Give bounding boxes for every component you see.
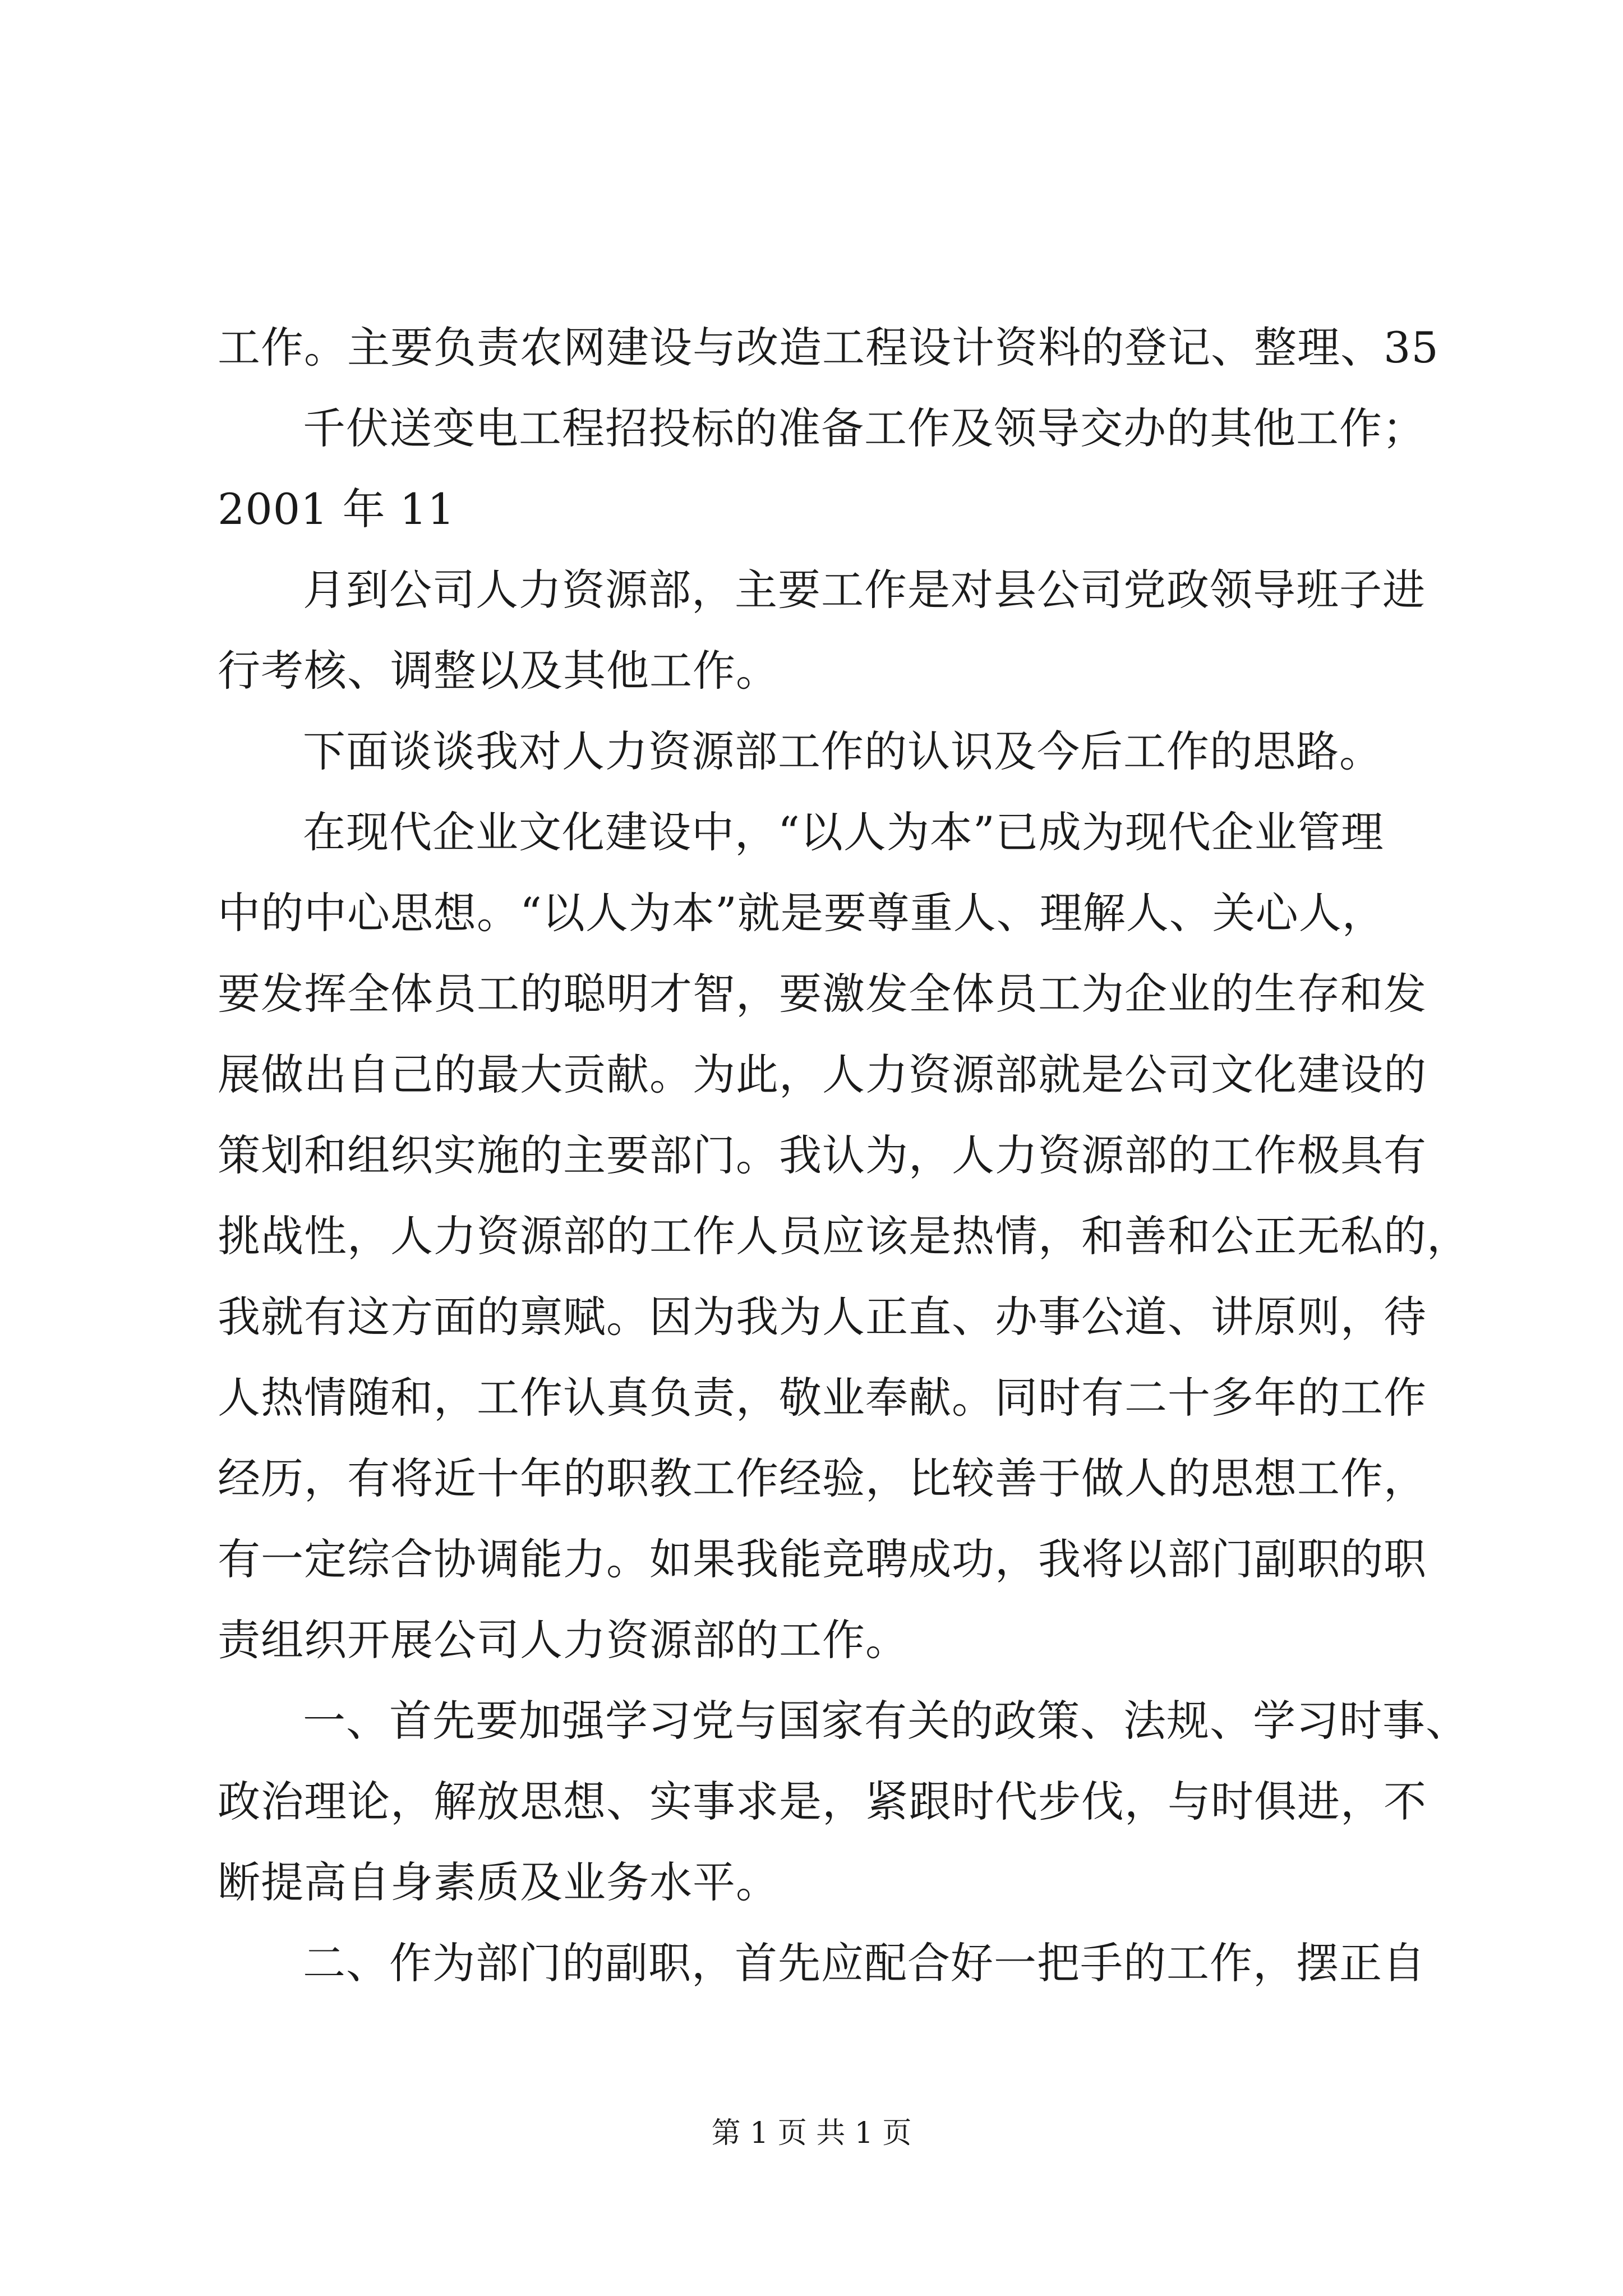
document-body [218,307,1470,2004]
page-footer [0,2114,1623,2153]
text-line: 断提高自身素质及业务水平。 [218,1857,779,1907]
text-line: 工作。主要负责农网建设与改造工程设计资料的登记、整理、35 [218,323,1439,372]
text-line: 要发挥全体员工的聪明才智，要激发全体员工为企业的生存和发 [218,969,1427,1019]
text-line: 挑战性，人力资源部的工作人员应该是热情，和善和公正无私的， [218,1211,1470,1261]
text-line: 展做出自己的最大贡献。为此，人力资源部就是公司文化建设的 [218,1050,1427,1099]
text-line: 责组织开展公司人力资源部的工作。 [218,1615,909,1665]
text-line: 二、作为部门的副职，首先应配合好一把手的工作，摆正自 [303,1938,1426,1988]
text-line: 我就有这方面的禀赋。因为我为人正直、办事公道、讲原则，待 [218,1292,1427,1342]
text-line: 策划和组织实施的主要部门。我认为，人力资源部的工作极具有 [218,1130,1427,1180]
text-line: 人热情随和，工作认真负责，敬业奉献。同时有二十多年的工作 [218,1373,1427,1423]
text-line: 中的中心思想。“以人为本”就是要尊重人、理解人、关心人， [218,888,1385,938]
page-number-label: 第 1 页 共 1 页 [711,2116,912,2150]
text-line: 千伏送变电工程招投标的准备工作及领导交办的其他工作； [303,403,1426,453]
text-line: 月到公司人力资源部，主要工作是对县公司党政领导班子进 [303,565,1426,615]
text-line: 在现代企业文化建设中，“以人为本”已成为现代企业管理 [303,807,1384,857]
text-line: 下面谈谈我对人力资源部工作的认识及今后工作的思路。 [303,726,1382,776]
text-line: 经历，有将近十年的职教工作经验，比较善于做人的思想工作， [218,1453,1427,1503]
text-line: 2001 年 11 [218,484,455,534]
text-line: 有一定综合协调能力。如果我能竞聘成功，我将以部门副职的职 [218,1534,1427,1584]
text-line: 行考核、调整以及其他工作。 [218,646,779,696]
text-line: 政治理论，解放思想、实事求是，紧跟时代步伐，与时俱进，不 [218,1777,1427,1826]
text-line: 一、首先要加强学习党与国家有关的政策、法规、学习时事、 [303,1696,1469,1746]
